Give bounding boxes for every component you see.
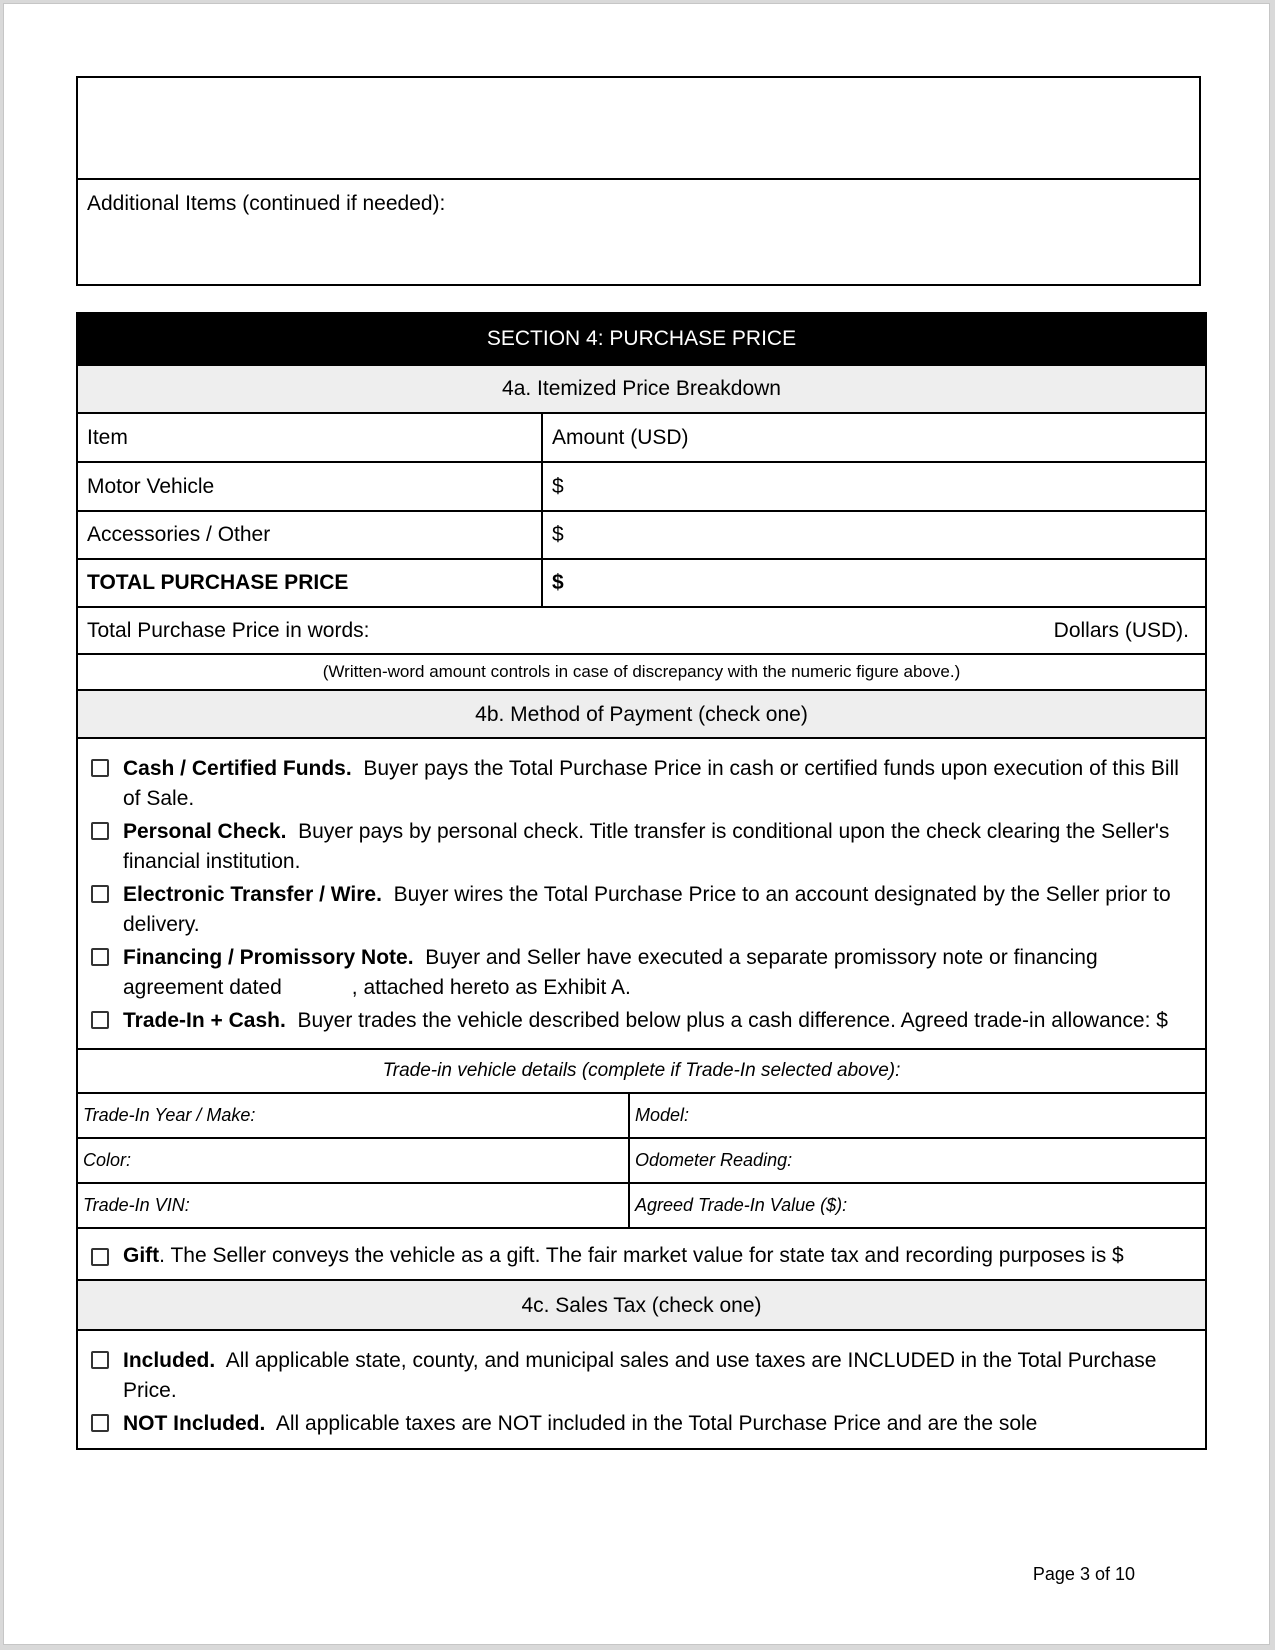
additional-items-blank-area[interactable]	[78, 78, 1199, 180]
trade-in-odometer-field[interactable]: Odometer Reading:	[635, 1150, 793, 1170]
option-text: Buyer pays by personal check. Title transfer is conditional upon the check clearing the Seller's financial institution.	[123, 820, 1170, 873]
option-title: Included.	[123, 1349, 216, 1372]
option-title: NOT Included.	[123, 1412, 266, 1435]
option-text: Buyer and Seller have executed a separate promissory note or financing agreement dated , attached hereto as Exhibit A.	[123, 946, 1104, 999]
option-text: Buyer wires the Total Purchase Price to an account designated by the Seller prior to delivery.	[123, 883, 1171, 936]
subsection-4b-title: 4b. Method of Payment (check one)	[76, 691, 1207, 739]
checkbox[interactable]	[91, 1351, 109, 1369]
trade-in-details-title: Trade-in vehicle details (complete if Trade-In selected above):	[76, 1050, 1207, 1094]
price-in-words-label: Total Purchase Price in words:	[87, 618, 370, 642]
subsection-4a-title: 4a. Itemized Price Breakdown	[76, 366, 1207, 414]
checkbox[interactable]	[91, 948, 109, 966]
price-row-motor-vehicle	[76, 463, 1207, 512]
option-title: Personal Check.	[123, 820, 287, 843]
trade-in-vin-field[interactable]: Trade-In VIN:	[78, 1184, 630, 1227]
option-text: Buyer trades the vehicle described below plus a cash difference. Agreed trade-in allowance: $	[297, 1009, 1168, 1032]
col-amount-header: Amount (USD)	[552, 425, 689, 449]
payment-option-cash	[88, 754, 1195, 814]
option-title: Electronic Transfer / Wire.	[123, 883, 382, 906]
payment-options	[76, 739, 1207, 1050]
col-item-header: Item	[78, 414, 543, 461]
price-words-note: (Written-word amount controls in case of discrepancy with the numeric figure above.)	[76, 655, 1207, 691]
section-4-purchase-price	[76, 312, 1207, 1450]
option-title: Cash / Certified Funds.	[123, 757, 352, 780]
price-amount-field[interactable]: $	[552, 474, 564, 498]
total-price-field[interactable]: $	[552, 571, 564, 594]
page-number: Page 3 of 10	[1032, 1564, 1135, 1584]
price-amount-field[interactable]: $	[552, 523, 564, 546]
price-row-accessories	[76, 512, 1207, 560]
additional-items-label: Additional Items (continued if needed):	[87, 192, 446, 215]
option-text: . The Seller conveys the vehicle as a gift. The fair market value for state tax and recording purposes is $	[159, 1244, 1124, 1267]
trade-in-model-field[interactable]: Model:	[635, 1105, 690, 1125]
price-in-words-suffix: Dollars (USD).	[1053, 618, 1189, 642]
document-page	[3, 3, 1270, 1645]
payment-option-trade-in	[88, 1006, 1195, 1036]
subsection-4c-title: 4c. Sales Tax (check one)	[76, 1281, 1207, 1331]
price-in-words-row[interactable]	[76, 608, 1207, 655]
trade-in-year-make-field[interactable]: Trade-In Year / Make:	[78, 1094, 630, 1137]
sales-tax-options	[76, 1331, 1207, 1450]
option-title: Gift	[123, 1244, 160, 1267]
trade-in-row	[76, 1094, 1207, 1139]
tax-option-not-included	[88, 1409, 1195, 1439]
trade-in-color-field[interactable]: Color:	[78, 1139, 630, 1182]
checkbox[interactable]	[91, 885, 109, 903]
payment-option-financing	[88, 943, 1195, 1003]
option-text: All applicable taxes are NOT included in the Total Purchase Price and are the sole	[275, 1412, 1038, 1435]
checkbox[interactable]	[91, 1011, 109, 1029]
price-table-header	[76, 414, 1207, 463]
option-title: Financing / Promissory Note.	[123, 946, 414, 969]
checkbox[interactable]	[91, 1414, 109, 1432]
checkbox[interactable]	[91, 822, 109, 840]
payment-option-gift	[88, 1243, 1195, 1269]
trade-in-row	[76, 1139, 1207, 1184]
checkbox[interactable]	[91, 1248, 109, 1266]
price-item-label: Motor Vehicle	[78, 463, 543, 510]
additional-items-box	[76, 76, 1201, 286]
section-4-title: SECTION 4: PURCHASE PRICE	[76, 312, 1207, 366]
gift-option-box	[76, 1229, 1207, 1281]
option-title: Trade-In + Cash.	[123, 1009, 286, 1032]
option-text: All applicable state, county, and municipal sales and use taxes are INCLUDED in the Total Purchase Price.	[123, 1349, 1157, 1402]
checkbox[interactable]	[91, 759, 109, 777]
option-text: Buyer pays the Total Purchase Price in cash or certified funds upon execution of this Bill of Sale.	[123, 757, 1179, 810]
trade-in-row	[76, 1184, 1207, 1229]
total-price-label: TOTAL PURCHASE PRICE	[78, 560, 543, 606]
price-item-label: Accessories / Other	[78, 512, 543, 558]
payment-option-personal-check	[88, 817, 1195, 877]
tax-option-included	[88, 1346, 1195, 1406]
price-row-total	[76, 560, 1207, 608]
payment-option-wire	[88, 880, 1195, 940]
trade-in-value-field[interactable]: Agreed Trade-In Value ($):	[635, 1195, 848, 1215]
